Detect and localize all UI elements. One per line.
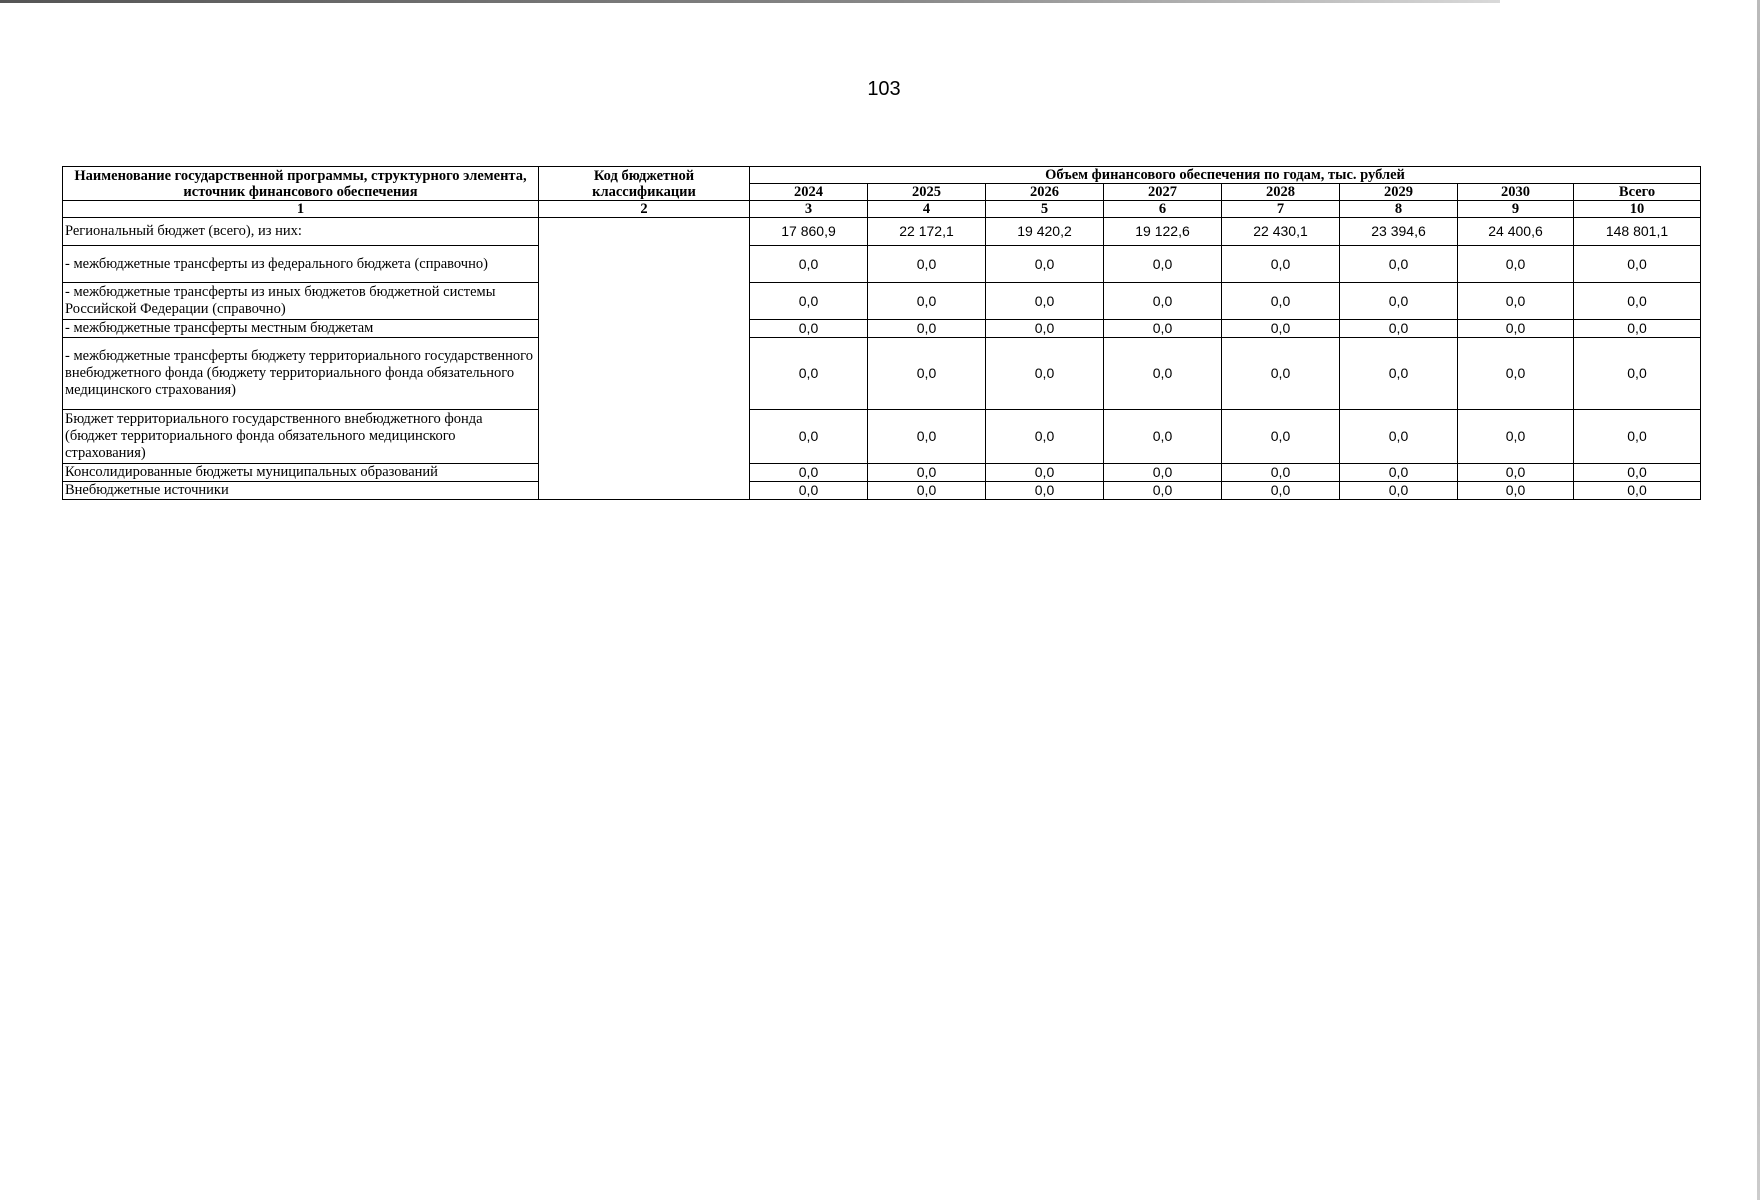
scan-top-edge [0,0,1500,3]
value-cell: 19 122,6 [1104,218,1222,246]
value-cell: 0,0 [1574,464,1701,482]
header-total: Всего [1574,184,1701,201]
header-year: 2027 [1104,184,1222,201]
value-cell: 0,0 [1104,482,1222,500]
value-cell: 0,0 [1574,338,1701,410]
financing-table [62,166,1701,500]
value-cell: 0,0 [1222,464,1340,482]
value-cell: 0,0 [1574,246,1701,283]
value-cell: 0,0 [868,320,986,338]
table-row [63,320,1701,338]
value-cell: 0,0 [1340,482,1458,500]
value-cell: 0,0 [1340,410,1458,464]
table-row [63,464,1701,482]
value-cell: 0,0 [750,283,868,320]
column-number: 9 [1458,201,1574,218]
value-cell: 0,0 [868,246,986,283]
value-cell: 0,0 [1340,246,1458,283]
column-number: 6 [1104,201,1222,218]
value-cell: 0,0 [986,410,1104,464]
column-number: 10 [1574,201,1701,218]
value-cell: 22 172,1 [868,218,986,246]
header-year: 2029 [1340,184,1458,201]
value-cell: 0,0 [1104,246,1222,283]
column-number: 3 [750,201,868,218]
value-cell: 0,0 [1458,482,1574,500]
value-cell: 0,0 [868,482,986,500]
value-cell: 0,0 [1222,482,1340,500]
row-name: Консолидированные бюджеты муниципальных образований [63,464,539,482]
row-name: - межбюджетные трансферты из федерального бюджета (справочно) [63,246,539,283]
value-cell: 17 860,9 [750,218,868,246]
column-number: 1 [63,201,539,218]
value-cell: 0,0 [750,246,868,283]
budget-code-cell [539,218,750,500]
value-cell: 0,0 [1104,283,1222,320]
table-row [63,283,1701,320]
column-number: 4 [868,201,986,218]
row-name: Региональный бюджет (всего), из них: [63,218,539,246]
value-cell: 0,0 [1458,283,1574,320]
value-cell: 0,0 [986,464,1104,482]
value-cell: 0,0 [1574,482,1701,500]
header-name: Наименование государственной программы, структурного элемента, источник финансового обеспечения [63,167,539,201]
header-year: 2026 [986,184,1104,201]
value-cell: 0,0 [986,338,1104,410]
row-name: - межбюджетные трансферты бюджету территориального государственного внебюджетного фонда (бюджету территориального фонда обязательного медицинского страхования) [63,338,539,410]
value-cell: 0,0 [1340,283,1458,320]
value-cell: 0,0 [1458,464,1574,482]
value-cell: 0,0 [1222,410,1340,464]
table-row [63,482,1701,500]
header-financing: Объем финансового обеспечения по годам, тыс. рублей [750,167,1701,184]
row-name: - межбюджетные трансферты местным бюджетам [63,320,539,338]
value-cell: 0,0 [986,482,1104,500]
value-cell: 0,0 [1340,320,1458,338]
value-cell: 0,0 [750,410,868,464]
value-cell: 0,0 [986,246,1104,283]
header-year: 2024 [750,184,868,201]
value-cell: 0,0 [750,464,868,482]
value-cell: 0,0 [1458,338,1574,410]
row-name: - межбюджетные трансферты из иных бюджетов бюджетной системы Российской Федерации (справочно) [63,283,539,320]
table-row [63,246,1701,283]
value-cell: 0,0 [1222,320,1340,338]
column-number: 2 [539,201,750,218]
value-cell: 0,0 [868,338,986,410]
value-cell: 0,0 [868,464,986,482]
value-cell: 0,0 [868,283,986,320]
column-number: 7 [1222,201,1340,218]
value-cell: 0,0 [1340,464,1458,482]
value-cell: 0,0 [1222,338,1340,410]
value-cell: 0,0 [1574,410,1701,464]
value-cell: 148 801,1 [1574,218,1701,246]
value-cell: 0,0 [750,320,868,338]
value-cell: 0,0 [986,320,1104,338]
value-cell: 0,0 [868,410,986,464]
value-cell: 0,0 [1104,320,1222,338]
value-cell: 22 430,1 [1222,218,1340,246]
value-cell: 0,0 [1104,338,1222,410]
value-cell: 0,0 [1222,283,1340,320]
value-cell: 0,0 [1222,246,1340,283]
value-cell: 0,0 [750,482,868,500]
value-cell: 0,0 [1104,410,1222,464]
header-year: 2028 [1222,184,1340,201]
table-row [63,218,1701,246]
page-number: 103 [867,78,901,100]
column-number: 5 [986,201,1104,218]
table-row [63,338,1701,410]
value-cell: 0,0 [1574,320,1701,338]
value-cell: 0,0 [1458,320,1574,338]
header-code: Код бюджетной классификации [539,167,750,201]
row-name: Бюджет территориального государственного внебюджетного фонда (бюджет территориального фонда обязательного медицинского страхования) [63,410,539,464]
value-cell: 0,0 [1340,338,1458,410]
header-year: 2030 [1458,184,1574,201]
header-year: 2025 [868,184,986,201]
value-cell: 0,0 [1458,246,1574,283]
value-cell: 24 400,6 [1458,218,1574,246]
table-row [63,410,1701,464]
value-cell: 0,0 [986,283,1104,320]
row-name: Внебюджетные источники [63,482,539,500]
value-cell: 0,0 [1104,464,1222,482]
column-number: 8 [1340,201,1458,218]
value-cell: 23 394,6 [1340,218,1458,246]
value-cell: 19 420,2 [986,218,1104,246]
value-cell: 0,0 [750,338,868,410]
value-cell: 0,0 [1458,410,1574,464]
value-cell: 0,0 [1574,283,1701,320]
